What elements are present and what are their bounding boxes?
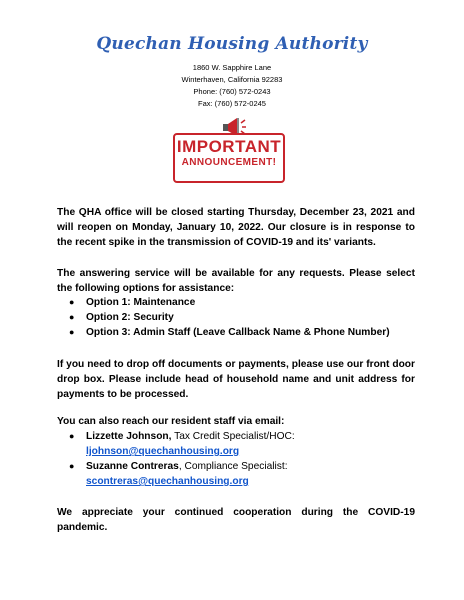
address-street: 1860 W. Sapphire Lane bbox=[192, 63, 272, 72]
contacts-list bbox=[57, 429, 295, 489]
address-city: Winterhaven, California 92283 bbox=[181, 75, 283, 84]
email-intro: You can also reach our resident staff via email: bbox=[57, 416, 285, 427]
dropoff-paragraph: If you need to drop off documents or payments, please use our front door drop box. Please include head of household name and unit address for payments to be processed. bbox=[57, 359, 415, 400]
announcement-subtitle: ANNOUNCEMENT! bbox=[181, 157, 277, 168]
options-list bbox=[57, 295, 390, 340]
list-item bbox=[57, 459, 295, 489]
contact-email-link[interactable]: scontreras@quechanhousing.org bbox=[86, 476, 249, 487]
bullet-icon: ● bbox=[69, 312, 75, 322]
phone-number: Phone: (760) 572-0243 bbox=[193, 87, 271, 96]
organization-name: Quechan Housing Authority bbox=[96, 34, 368, 54]
contact-name: Lizzette Johnson, bbox=[86, 431, 172, 442]
option-text: Option 3: Admin Staff (Leave Callback Name & Phone Number) bbox=[86, 327, 390, 338]
list-item bbox=[57, 429, 295, 459]
contact-role: Tax Credit Specialist/HOC: bbox=[171, 431, 295, 442]
list-item bbox=[57, 310, 390, 325]
contact-email-link[interactable]: ljohnson@quechanhousing.org bbox=[86, 446, 240, 457]
announcement-title: IMPORTANT bbox=[176, 137, 282, 156]
list-item bbox=[57, 295, 390, 310]
list-item bbox=[57, 325, 390, 340]
fax-number: Fax: (760) 572-0245 bbox=[198, 99, 266, 108]
answering-service-paragraph: The answering service will be available for any requests. Please select the following options for assistance: bbox=[57, 268, 415, 294]
bullet-icon: ● bbox=[69, 461, 75, 471]
bullet-icon: ● bbox=[69, 431, 75, 441]
contact-name: Suzanne Contreras bbox=[86, 461, 179, 472]
closing-paragraph: We appreciate your continued cooperation during the COVID-19 pandemic. bbox=[57, 507, 415, 533]
closure-paragraph: The QHA office will be closed starting Thursday, December 23, 2021 and will reopen on Monday, January 10, 2022. Our closure is in response to the recent spike in the transmission of COVID-19 and its' variants. bbox=[57, 207, 415, 248]
bullet-icon: ● bbox=[69, 297, 75, 307]
option-text: Option 2: Security bbox=[86, 312, 174, 323]
bullet-icon: ● bbox=[69, 327, 75, 337]
contact-role: , Compliance Specialist: bbox=[178, 461, 288, 472]
important-announcement-graphic bbox=[173, 115, 291, 190]
option-text: Option 1: Maintenance bbox=[86, 297, 196, 308]
